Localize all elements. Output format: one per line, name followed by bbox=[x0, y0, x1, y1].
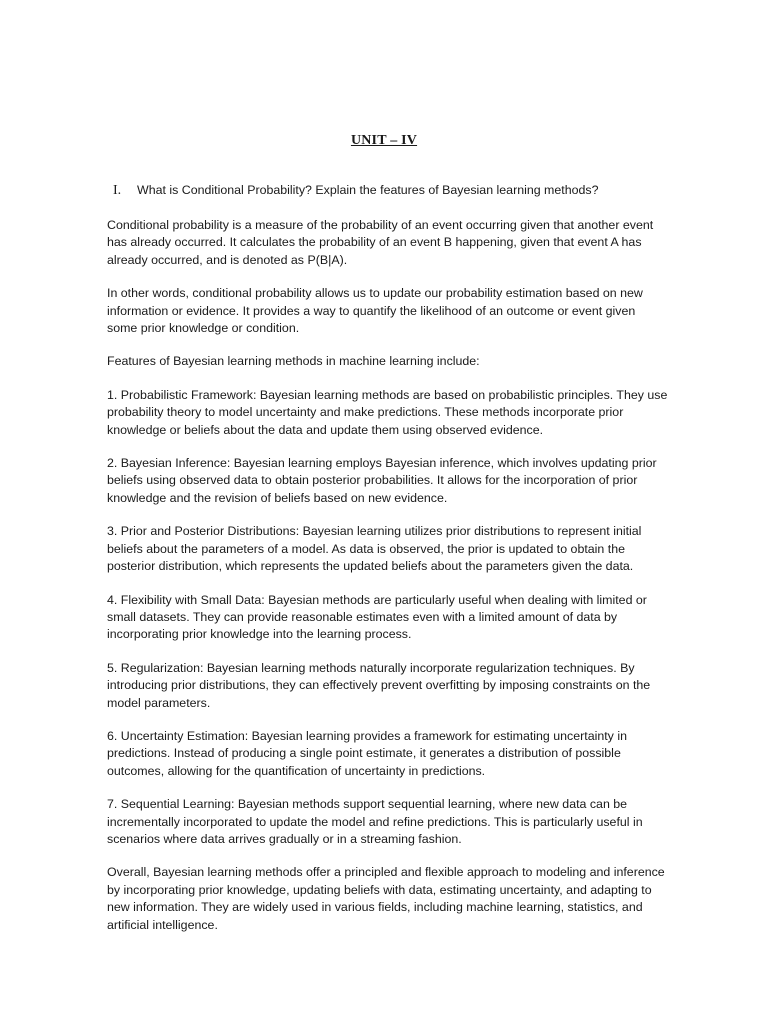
text-line: 1. Probabilistic Framework: Bayesian learning methods are based on probabilistic principles. They use bbox=[107, 387, 668, 402]
text-line: by incorporating prior knowledge, updating beliefs with data, estimating uncertainty, and adapting to bbox=[107, 882, 652, 897]
text-line: incorporating prior knowledge into the learning process. bbox=[107, 627, 412, 642]
text-line: 6. Uncertainty Estimation: Bayesian learning provides a framework for estimating uncertainty in bbox=[107, 728, 627, 743]
text-line: beliefs using observed data to obtain posterior probabilities. It allows for the incorporation of prior bbox=[107, 473, 638, 488]
unit-title: UNIT – IV bbox=[350, 133, 418, 148]
paragraph-feature-5 bbox=[107, 660, 682, 712]
text-line: has already occurred. It calculates the probability of an event B happening, given that event A has bbox=[107, 235, 642, 250]
text-line: already occurred, and is denoted as P(B|A). bbox=[107, 252, 348, 267]
text-line: artificial intelligence. bbox=[107, 917, 218, 932]
question-text: What is Conditional Probability? Explain the features of Bayesian learning methods? bbox=[137, 183, 599, 197]
text-line: posterior distribution, which represents the updated beliefs about the parameters given the data. bbox=[107, 559, 634, 574]
paragraph-feature-1 bbox=[107, 387, 682, 439]
text-line: Features of Bayesian learning methods in machine learning include: bbox=[107, 354, 480, 369]
paragraph-overall bbox=[107, 864, 682, 934]
text-line: outcomes, allowing for the quantification of uncertainty in predictions. bbox=[107, 763, 486, 778]
text-line: information or evidence. It provides a way to quantify the likelihood of an outcome or event given bbox=[107, 303, 636, 318]
text-line: knowledge and the revision of beliefs based on new evidence. bbox=[107, 490, 448, 505]
paragraph-feature-2 bbox=[107, 455, 682, 507]
question-number: I. bbox=[113, 183, 122, 198]
text-line: 3. Prior and Posterior Distributions: Bayesian learning utilizes prior distributions to represent initial bbox=[107, 524, 642, 539]
text-line: 7. Sequential Learning: Bayesian methods support sequential learning, where new data can be bbox=[107, 797, 628, 812]
text-line: In other words, conditional probability allows us to update our probability estimation based on new bbox=[107, 286, 643, 301]
text-line: introducing prior distributions, they can effectively prevent overfitting by imposing constraints on the bbox=[107, 678, 651, 693]
text-line: predictions. Instead of producing a single point estimate, it generates a distribution of possible bbox=[107, 746, 621, 761]
paragraph-definition bbox=[107, 217, 682, 269]
text-line: incrementally incorporated to update the model and refine predictions. This is particularly useful in bbox=[107, 814, 643, 829]
answer-body bbox=[107, 217, 682, 950]
text-line: some prior knowledge or condition. bbox=[107, 321, 300, 336]
text-line: beliefs about the parameters of a model. As data is observed, the prior is updated to obtain the bbox=[107, 541, 625, 556]
text-line: probability theory to model uncertainty and make predictions. These methods incorporate prior bbox=[107, 405, 624, 420]
text-line: new information. They are widely used in various fields, including machine learning, statistics, and bbox=[107, 900, 643, 915]
text-line: 2. Bayesian Inference: Bayesian learning employs Bayesian inference, which involves updating prior bbox=[107, 456, 657, 471]
question-heading bbox=[113, 181, 713, 200]
paragraph-feature-3 bbox=[107, 523, 682, 575]
text-line: Conditional probability is a measure of the probability of an event occurring given that another event bbox=[107, 218, 654, 232]
text-line: 5. Regularization: Bayesian learning methods naturally incorporate regularization techniques. By bbox=[107, 660, 635, 675]
paragraph-in-other-words bbox=[107, 285, 682, 337]
paragraph-feature-7 bbox=[107, 796, 682, 848]
paragraph-feature-4 bbox=[107, 592, 682, 644]
text-line: scenarios where data arrives gradually or in a streaming fashion. bbox=[107, 831, 462, 846]
text-line: small datasets. They can provide reasonable estimates even with a limited amount of data by bbox=[107, 609, 618, 624]
paragraph-feature-6 bbox=[107, 728, 682, 780]
text-line: Overall, Bayesian learning methods offer a principled and flexible approach to modeling and inference bbox=[107, 865, 665, 880]
paragraph-features-intro bbox=[107, 353, 682, 370]
text-line: knowledge or beliefs about the data and update them using observed evidence. bbox=[107, 422, 544, 437]
text-line: model parameters. bbox=[107, 695, 211, 710]
text-line: 4. Flexibility with Small Data: Bayesian methods are particularly useful when dealing with limited or bbox=[107, 592, 647, 607]
